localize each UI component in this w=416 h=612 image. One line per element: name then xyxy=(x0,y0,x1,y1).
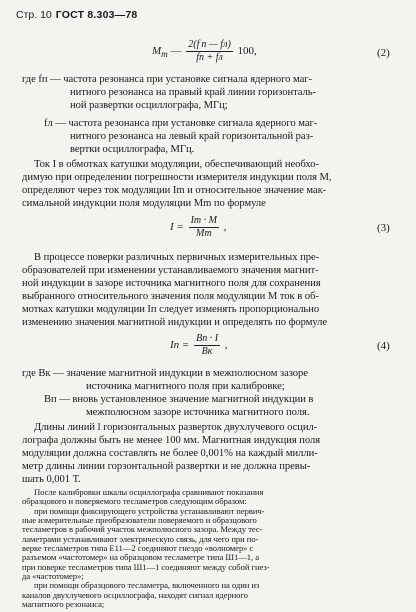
text-line: разъемом «частотомер» на образцовом тесламетре типа Ш1—1, а xyxy=(22,552,259,563)
text-line: да «частотомер»; xyxy=(22,571,84,581)
formula-2-label: (2) xyxy=(377,47,390,59)
text-line: ные измерительные преобразователи поверяемого и образцового xyxy=(22,515,257,525)
text-line: тесламетров в рабочий участок межполюсного зазора. Между тес- xyxy=(22,524,263,535)
formula-2-lhs-sub: m xyxy=(161,49,168,60)
formula-3-tail: , xyxy=(223,221,227,234)
formula-3-denominator: Mm xyxy=(196,228,212,239)
text-line: нитного резонанса на правый край линии горизонталь- xyxy=(70,87,317,98)
formula-3-lhs: I = xyxy=(170,221,184,234)
formula-2-denominator: fп + fл xyxy=(196,52,223,63)
text-line: образцового и поверяемого тесламетров следующим образом: xyxy=(22,496,247,507)
text-line: В процессе поверки различных первичных измерительных пре- xyxy=(34,252,320,263)
text-line: каналов двухлучевого осциллографа, находят сигнал ядерного xyxy=(22,589,248,600)
text-line: определяют через ток модуляции Im и относительное значение мак- xyxy=(22,185,327,196)
text-line: где fп — частота резонанса при установке сигнала ядерного маг- xyxy=(22,74,313,85)
formula-2 xyxy=(152,39,257,64)
formula-4-lhs: Iп = xyxy=(170,339,190,352)
standard-number: ГОСТ 8.303—78 xyxy=(55,9,138,21)
text-line: изменению значения магнитной индукции и определять по формуле xyxy=(22,317,328,328)
text-line: источника магнитного поля при калибровке; xyxy=(86,381,285,392)
text-line: ной индукции в зазоре источника магнитного поля для сохранения xyxy=(22,278,321,289)
formula-3-label: (3) xyxy=(377,222,390,234)
text-line: при помощи образцового тесламетра, включенного на один из xyxy=(34,580,260,591)
text-line: лографа должны быть не менее 100 мм. Магнитная индукция поля xyxy=(22,435,321,446)
page-number: Стр. 10 xyxy=(16,9,52,21)
formula-3-fraction xyxy=(189,215,219,240)
formula-4-denominator: Bк xyxy=(201,346,213,357)
text-line: выбранного относительного значения поля модуляции М ток в об- xyxy=(22,291,319,302)
text-line: верке тесламетров типа Е11—2 соединяют гнездо «волномер» с xyxy=(22,543,254,553)
text-line: где Bк — значение магнитной индукции в межполюсном зазоре xyxy=(22,368,308,379)
formula-2-lhs: M xyxy=(152,45,162,58)
text-line: ной развертки осциллографа, МГц; xyxy=(70,100,228,111)
text-line: метр длины линии горзонтальной развертки и не должна превы- xyxy=(22,461,311,472)
text-line: нитного резонанса на левый край горизонтальной раз- xyxy=(70,131,314,142)
text-line: при поверке тесламетров типа Ш1—1 соединяют между собой гнез- xyxy=(22,561,270,572)
text-line: межполюсном зазоре источника магнитного поля. xyxy=(86,407,310,418)
text-line: симальной индукции поля модуляции Mm по формуле xyxy=(22,198,266,209)
formula-2-tail: 100, xyxy=(237,45,257,58)
formula-4 xyxy=(170,333,228,358)
formula-3 xyxy=(170,215,226,240)
text-line: Длины линий l горизонтальных разверток двухлучевого осцил- xyxy=(34,422,318,433)
text-line: ламетрами устанавливают электрическую связь, для чего при по- xyxy=(22,533,259,544)
text-line: модуляции должна составлять не более 0,001% на каждый милли- xyxy=(22,448,318,459)
formula-4-numerator: Bп · I xyxy=(196,333,219,344)
formula-4-fraction xyxy=(194,333,220,358)
text-line: fл — частота резонанса при установке сигнала ядерного маг- xyxy=(44,118,318,129)
text-line: образователей при изменении устанавливаемого значения магнит- xyxy=(22,265,319,276)
formula-2-numerator: 2(f п — fл) xyxy=(188,39,231,50)
formula-4-label: (4) xyxy=(377,340,390,352)
text-line: при помощи фиксирующего устройства устанавливают первич- xyxy=(34,505,265,516)
text-line: вертки осциллографа, МГц. xyxy=(70,144,195,155)
formula-3-numerator: Im · M xyxy=(190,215,217,226)
page-header xyxy=(16,9,137,21)
text-line: Bп — вновь установленное значение магнитной индукции в xyxy=(44,394,314,405)
formula-2-fraction xyxy=(186,39,232,64)
text-line: димую при определении погрешности измерителя индукции поля М, xyxy=(22,172,332,183)
formula-2-minus: — xyxy=(170,45,182,58)
text-line: шать 0,001 Т. xyxy=(22,474,81,485)
formula-4-tail: , xyxy=(224,339,228,352)
text-line: После калибровки шкалы осциллографа сравнивают показания xyxy=(34,487,264,497)
text-line: мотках катушки модуляции Iп следует изменять пропорционально xyxy=(22,304,320,315)
text-line: Ток I в обмотках катушки модуляции, обеспечивающий необхо- xyxy=(34,159,319,170)
text-line: магнитного резонанса; xyxy=(22,599,105,609)
